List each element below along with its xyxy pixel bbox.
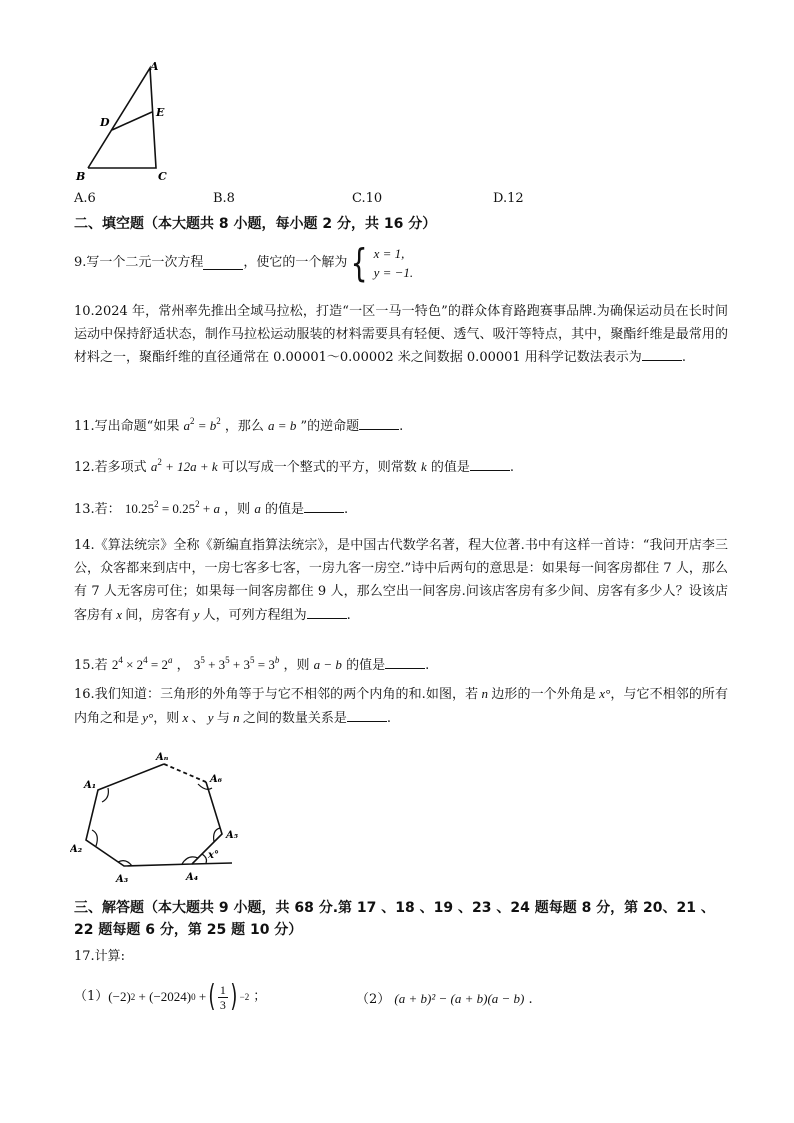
label-E: E — [156, 106, 165, 119]
question-17-title: 17.计算: — [74, 949, 126, 964]
q14-var-x: x — [113, 607, 126, 622]
q16-var-n2: n — [229, 710, 243, 725]
q15-text-post: ，则 — [283, 658, 310, 673]
question-12 — [74, 453, 514, 477]
question-13 — [74, 495, 348, 519]
q11-end: . — [399, 419, 404, 434]
q9-eq2: y = −1. — [373, 265, 414, 280]
label-D: D — [100, 116, 110, 129]
q16-text-7: 之间的数量关系是 — [242, 711, 347, 726]
q8-option-b: B.8 — [213, 191, 235, 206]
q16-text-2: 边形的一个外角是 — [491, 687, 596, 702]
question-15 — [74, 651, 429, 675]
label-A: A — [150, 60, 159, 73]
answer-blank[interactable] — [304, 500, 344, 513]
q10-text: 10.2024 年，常州率先推出全域马拉松，打造“一区一马一特色”的群众体育路跑赛事品牌.为确保运动员在长时间运动中保持舒适状态，制作马拉松运动服装的材料需要具有轻便、透气、吸汗等特点，其中，聚酯纤维是最常用的材料之一，聚酯纤维的直径通常在 0.00001～0.00002 米之间数据 0.00001 用科学记数法表示为 — [74, 304, 728, 365]
label-a1: A₁ — [84, 780, 97, 791]
q15-math-1: $2^4 \times 2^4 = 2^a$ — [111, 655, 173, 672]
q17-p2-expr: (a + b)² − (a + b)(a − b) — [394, 991, 525, 1006]
q15-math-3: a − b — [313, 657, 342, 672]
label-a5: A₅ — [226, 830, 239, 841]
q11-text-post: ”的逆命题 — [300, 419, 360, 434]
q12-end: . — [509, 460, 515, 475]
q13-text-post: 的值是 — [264, 502, 304, 517]
q17-p1-expr: (−2) 2 + (−2024) 0 + ( $\frac{1}{3}$ ) −2 — [108, 979, 250, 1014]
question-10 — [74, 300, 728, 369]
answer-blank[interactable] — [359, 417, 399, 430]
triangle-figure — [72, 58, 182, 186]
section-3-heading-line2: 22 题每题 6 分，第 25 题 10 分） — [74, 922, 303, 938]
q9-text-pre: 9.写一个二元一次方程 — [74, 255, 204, 270]
answer-blank[interactable] — [385, 656, 425, 669]
q17-p2-tail: . — [528, 992, 533, 1007]
q16-var-y: y° — [139, 710, 154, 725]
q14-var-y: y — [190, 607, 203, 622]
q10-end: . — [681, 350, 686, 365]
q16-text-5: 、 — [191, 711, 205, 726]
q11-math-1: $a^2 = b^2$ — [183, 416, 221, 433]
label-an: Aₙ — [156, 752, 169, 763]
question-16 — [74, 682, 728, 730]
label-a6: A₆ — [210, 774, 223, 785]
q13-end: . — [343, 502, 349, 517]
q13-text-mid: ，则 — [224, 502, 251, 517]
q15-math-2: $3^5 + 3^5 + 3^5 = 3^b$ — [193, 655, 280, 672]
question-14 — [74, 534, 728, 627]
question-17-part-2 — [356, 990, 533, 1009]
label-a3: A₃ — [116, 874, 129, 885]
q12-text-pre: 12.若多项式 — [74, 460, 147, 475]
q14-x-part: 间，房客有 — [125, 608, 191, 623]
q16-end: . — [386, 711, 391, 726]
q8-option-c: C.10 — [352, 191, 383, 206]
answer-blank[interactable] — [470, 458, 510, 471]
q17-p2-label: （2） — [356, 992, 391, 1007]
question-11 — [74, 412, 403, 436]
q16-text-4: ，则 — [153, 711, 180, 726]
q16-var-x: x° — [595, 686, 611, 701]
q16-var-n: n — [478, 686, 492, 701]
q15-text-mid: ， — [176, 658, 190, 673]
question-17-part-1 — [74, 979, 267, 1014]
q11-math-2: a = b — [268, 418, 297, 433]
q16-text-3: ，与它不相邻的所有内角之和是 — [74, 687, 728, 726]
answer-blank[interactable] — [203, 257, 243, 270]
q14-text: 14.《算法统宗》全称《新编直指算法统宗》，是中国古代数学名著，程大位著.书中有这样一首诗：“我问开店李三公，众客都来到店中，一房七客多七客，一房九客一房空.”诗中后两句的意思是：如果每一间客房都住 7 人，那么有 7 人无客房可住；如果每一间客房都住 9 人，那么空出一间客房.问该店客房有多少间、房客有多少人？设该店客房有 — [74, 538, 728, 623]
q13-math-2: a — [254, 501, 261, 516]
q9-text-mid: ，使它的一个解为 — [243, 255, 348, 270]
brace-symbol: { — [351, 241, 368, 285]
label-B: B — [76, 170, 86, 183]
label-C: C — [158, 170, 167, 183]
question-9 — [74, 241, 414, 285]
q15-end: . — [425, 658, 430, 673]
q16-var-x2: x — [179, 710, 192, 725]
section-3-heading-line1: 三、解答题（本大题共 9 小题，共 68 分.第 17 、18 、19 、23 、24 题每题 8 分，第 20、21 、 — [74, 900, 715, 916]
label-x-degree: x° — [208, 850, 219, 861]
label-a2: A₂ — [70, 844, 83, 855]
q16-text-1: 16.我们知道：三角形的外角等于与它不相邻的两个内角的和.如图，若 — [74, 687, 479, 702]
answer-blank[interactable] — [307, 606, 347, 619]
q9-eq1: x = 1, — [373, 246, 405, 261]
q12-math-2: k — [420, 459, 427, 474]
q15-text-post2: 的值是 — [346, 658, 386, 673]
q15-text-pre: 15.若 — [74, 658, 108, 673]
q14-end: . — [346, 608, 351, 623]
polygon-figure — [70, 748, 250, 888]
q16-var-y2: y — [204, 710, 217, 725]
q14-y-part: 人，可列方程组为 — [202, 608, 307, 623]
q13-math-1: $10.25^2 = 0.25^2 + a$ — [124, 499, 221, 516]
equation-system — [347, 241, 414, 285]
section-2-heading: 二、填空题（本大题共 8 小题，每小题 2 分，共 16 分） — [74, 216, 437, 232]
q13-text-pre: 13.若： — [74, 502, 121, 517]
q17-p1-label: （1） — [74, 989, 109, 1004]
label-a4: A₄ — [186, 872, 199, 883]
answer-blank[interactable] — [642, 348, 682, 361]
q11-text-mid: ，那么 — [224, 419, 264, 434]
q11-text-pre: 11.写出命题“如果 — [74, 419, 180, 434]
answer-blank[interactable] — [347, 709, 387, 722]
q16-text-6: 与 — [216, 711, 230, 726]
q8-option-a: A.6 — [74, 191, 96, 206]
q12-math-1: $a^2 + 12a + k$ — [150, 457, 218, 474]
q12-text-mid: 可以写成一个整式的平方，则常数 — [221, 460, 417, 475]
q8-option-d: D.12 — [493, 191, 524, 206]
q17-p1-tail: ； — [253, 989, 267, 1004]
q12-text-post: 的值是 — [430, 460, 470, 475]
